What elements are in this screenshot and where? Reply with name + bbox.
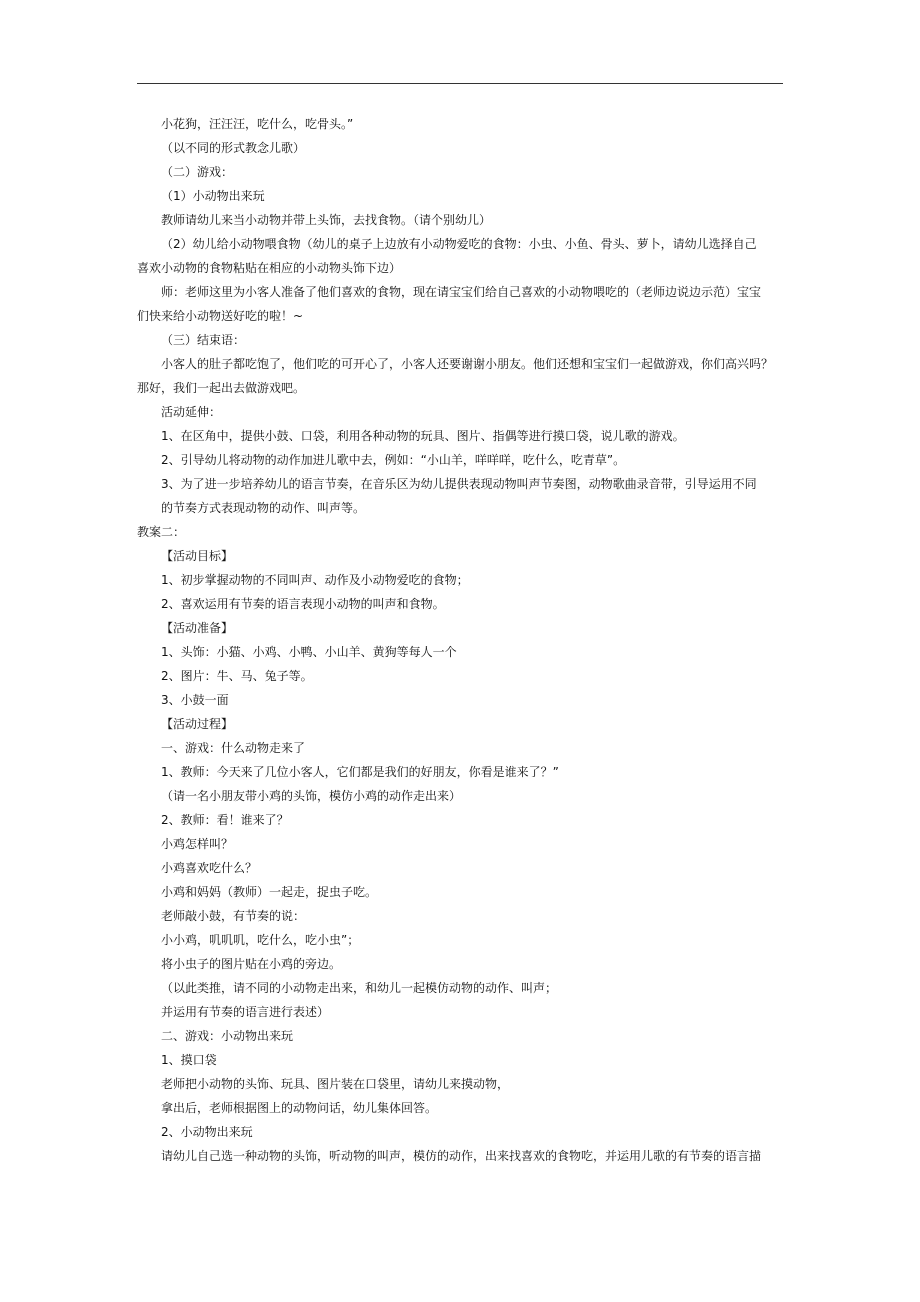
text-line: 1、摸口袋 — [161, 1053, 217, 1067]
text-line: 2、小动物出来玩 — [161, 1125, 253, 1139]
text-line: （三）结束语： — [161, 333, 246, 347]
text-line: 老师把小动物的头饰、玩具、图片装在口袋里，请幼儿来摸动物， — [161, 1077, 510, 1091]
text-line: 小鸡怎样叫？ — [161, 837, 234, 851]
text-line: 一、游戏：什么动物走来了 — [161, 741, 306, 755]
text-line: 二、游戏：小动物出来玩 — [161, 1029, 294, 1043]
text-line: 的节奏方式表现动物的动作、叫声等。 — [161, 501, 366, 515]
text-line: 教师请幼儿来当小动物并带上头饰，去找食物。（请个别幼儿） — [161, 213, 492, 227]
text-line: 小花狗，汪汪汪，吃什么，吃骨头。” — [161, 117, 354, 131]
text-line: 活动延伸： — [161, 405, 222, 419]
text-line: 小鸡喜欢吃什么？ — [161, 861, 258, 875]
text-line: 们快来给小动物送好吃的啦！~ — [137, 309, 304, 323]
text-line: （二）游戏： — [161, 165, 234, 179]
text-line: 【活动目标】 — [161, 549, 234, 563]
text-line: 1、初步掌握动物的不同叫声、动作及小动物爱吃的食物； — [161, 573, 469, 587]
text-line: （以此类推，请不同的小动物走出来，和幼儿一起模仿动物的动作、叫声； — [161, 981, 558, 995]
text-line: 2、图片：牛、马、兔子等。 — [161, 669, 313, 683]
text-line: 教案二： — [137, 525, 186, 539]
text-line: 1、头饰：小猫、小鸡、小鸭、小山羊、黄狗等每人一个 — [161, 645, 457, 659]
text-line: 2、喜欢运用有节奏的语言表现小动物的叫声和食物。 — [161, 597, 445, 611]
text-line: 1、在区角中，提供小鼓、口袋，利用各种动物的玩具、图片、指偶等进行摸口袋，说儿歌的游戏。 — [161, 429, 685, 443]
text-line: 喜欢小动物的食物粘贴在相应的小动物头饰下边） — [137, 261, 402, 275]
text-line: 3、为了进一步培养幼儿的语言节奏，在音乐区为幼儿提供表现动物叫声节奏图，动物歌曲录音带，引导运用不同 — [161, 477, 757, 491]
text-line: 小小鸡，叽叽叽，吃什么，吃小虫”； — [161, 933, 360, 947]
text-line: 3、小鼓一面 — [161, 693, 229, 707]
text-line: 小鸡和妈妈（教师）一起走，捉虫子吃。 — [161, 885, 378, 899]
text-line: 那好，我们一起出去做游戏吧。 — [137, 381, 306, 395]
text-line: （1）小动物出来玩 — [161, 189, 265, 203]
text-line: 请幼儿自己选一种动物的头饰，听动物的叫声，模仿的动作，出来找喜欢的食物吃，并运用儿歌的有节奏的语言描 — [161, 1149, 762, 1163]
text-line: 2、教师：看！谁来了？ — [161, 813, 289, 827]
text-line: 师：老师这里为小客人准备了他们喜欢的食物，现在请宝宝们给自己喜欢的小动物喂吃的（老师边说边示范）宝宝 — [161, 285, 762, 299]
text-line: （2）幼儿给小动物喂食物（幼儿的桌子上边放有小动物爱吃的食物：小虫、小鱼、骨头、萝卜，请幼儿选择自己 — [161, 237, 757, 251]
text-line: 【活动准备】 — [161, 621, 234, 635]
text-line: 【活动过程】 — [161, 717, 234, 731]
text-line: 拿出后，老师根据图上的动物问话，幼儿集体回答。 — [161, 1101, 438, 1115]
text-line: 2、引导幼儿将动物的动作加进儿歌中去，例如：“小山羊，咩咩咩，吃什么，吃青草”。 — [161, 453, 626, 467]
document-body — [137, 112, 785, 1168]
text-line: （请一名小朋友带小鸡的头饰，模仿小鸡的动作走出来） — [161, 789, 462, 803]
text-line: 将小虫子的图片贴在小鸡的旁边。 — [161, 957, 342, 971]
text-line: 并运用有节奏的语言进行表述） — [161, 1005, 330, 1019]
text-line: 小客人的肚子都吃饱了，他们吃的可开心了，小客人还要谢谢小朋友。他们还想和宝宝们一起做游戏，你们高兴吗？ — [161, 357, 774, 371]
text-line: 老师敲小鼓，有节奏的说： — [161, 909, 306, 923]
text-line: （以不同的形式教念儿歌） — [161, 141, 306, 155]
header-rule — [137, 83, 783, 84]
text-line: 1、教师：今天来了几位小客人，它们都是我们的好朋友，你看是谁来了？” — [161, 765, 559, 779]
